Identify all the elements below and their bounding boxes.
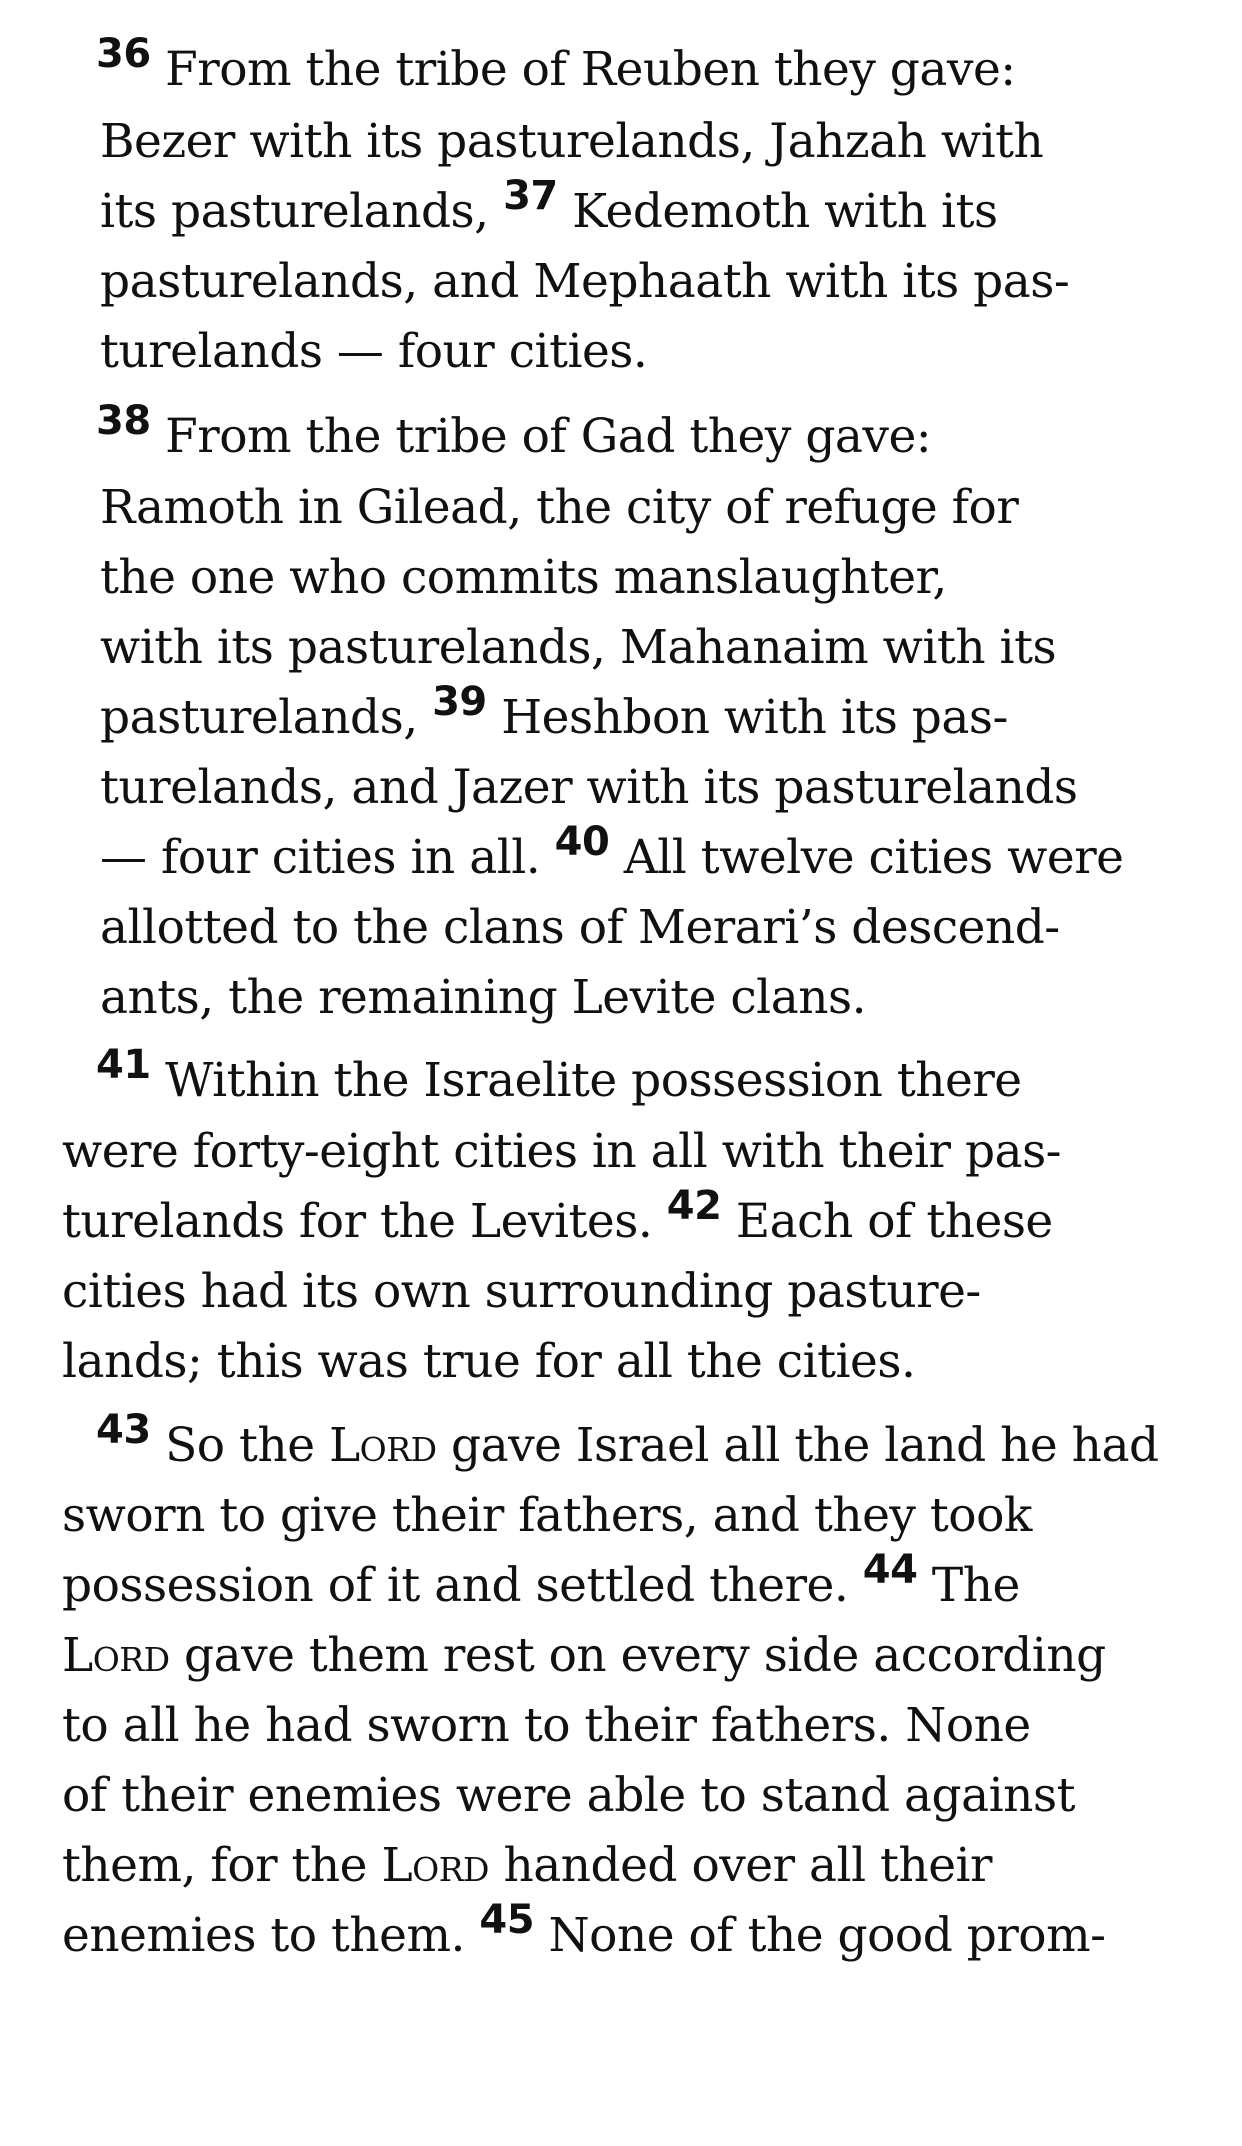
text-line <box>62 1897 1106 1968</box>
verse-text: Kedemoth with its <box>557 184 998 239</box>
verse-text: handed over all their <box>489 1838 993 1893</box>
text-line <box>100 252 1069 312</box>
verse-text: allotted to the clans of Merari’s descend- <box>100 900 1060 955</box>
verse-number: 44 <box>862 1547 918 1593</box>
text-line <box>62 1332 915 1392</box>
verse-text: to all he had sworn to their fathers. None <box>62 1698 1031 1753</box>
text-line <box>100 548 947 608</box>
verse-text: cities had its own surrounding pasture- <box>62 1264 981 1319</box>
text-line <box>100 898 1060 958</box>
text-line <box>62 1122 1061 1182</box>
verse-text: All twelve cities were <box>609 830 1124 885</box>
verse-number: 36 <box>96 31 151 77</box>
verse-text: None of the good prom- <box>534 1908 1106 1963</box>
verse-number: 43 <box>96 1407 151 1453</box>
verse-text: — four cities in all. <box>100 830 555 885</box>
verse-number: 40 <box>554 819 610 865</box>
verse-text: of their enemies were able to stand against <box>62 1768 1075 1823</box>
text-line <box>96 1407 1159 1478</box>
text-line <box>62 1547 1020 1618</box>
verse-text: turelands — four cities. <box>100 324 648 379</box>
text-line <box>96 31 1016 102</box>
text-line <box>62 1766 1075 1826</box>
text-line <box>62 1262 981 1322</box>
verse-text: the one who commits manslaughter, <box>100 550 947 605</box>
text-line <box>100 478 1018 538</box>
verse-text: From the tribe of Reuben they gave: <box>150 42 1016 97</box>
verse-text: From the tribe of Gad they gave: <box>150 409 932 464</box>
verse-text: gave them rest on every side according <box>169 1628 1106 1683</box>
verse-text: lands; this was true for all the cities. <box>62 1334 916 1389</box>
text-line <box>100 968 866 1028</box>
verse-text: So the <box>150 1418 329 1473</box>
verse-text: Each of these <box>721 1194 1053 1249</box>
verse-number: 37 <box>503 173 558 219</box>
verse-text: Ramoth in Gilead, the city of refuge for <box>100 480 1019 535</box>
verse-text: possession of it and settled there. <box>62 1558 863 1613</box>
text-line <box>100 173 998 244</box>
text-line <box>100 819 1124 890</box>
divine-name: Lord <box>62 1628 170 1683</box>
text-line <box>62 1486 1032 1546</box>
text-line <box>100 618 1056 678</box>
verse-text: Within the Israelite possession there <box>150 1053 1022 1108</box>
text-line <box>62 1626 1106 1686</box>
verse-text: were forty-eight cities in all with their pas- <box>62 1124 1062 1179</box>
text-line <box>62 1836 992 1896</box>
text-line <box>100 112 1043 172</box>
verse-text: enemies to them. <box>62 1908 480 1963</box>
verse-text: gave Israel all the land he had <box>436 1418 1159 1473</box>
verse-text: Bezer with its pasturelands, Jahzah with <box>100 114 1044 169</box>
verse-text: turelands for the Levites. <box>62 1194 667 1249</box>
verse-number: 39 <box>432 679 487 725</box>
text-line <box>100 679 1008 750</box>
verse-text: with its pasturelands, Mahanaim with its <box>100 620 1057 675</box>
text-line <box>100 758 1078 818</box>
verse-number: 41 <box>96 1042 151 1088</box>
verse-text: ants, the remaining Levite clans. <box>100 970 867 1025</box>
verse-text: The <box>917 1558 1020 1613</box>
text-line <box>62 1696 1031 1756</box>
text-line <box>96 1042 1022 1113</box>
verse-number: 45 <box>479 1897 535 1943</box>
verse-number: 38 <box>96 398 151 444</box>
text-line <box>100 322 647 382</box>
verse-text: sworn to give their fathers, and they took <box>62 1488 1032 1543</box>
verse-text: Heshbon with its pas- <box>486 690 1008 745</box>
verse-text: them, for the <box>62 1838 382 1893</box>
verse-text: pasturelands, and Mephaath with its pas- <box>100 254 1070 309</box>
text-line <box>62 1183 1053 1254</box>
verse-text: turelands, and Jazer with its pasturelands <box>100 760 1078 815</box>
divine-name: Lord <box>328 1418 437 1473</box>
text-line <box>96 398 932 469</box>
verse-number: 42 <box>666 1183 722 1229</box>
verse-text: pasturelands, <box>100 690 433 745</box>
verse-text: its pasturelands, <box>100 184 504 239</box>
divine-name: Lord <box>381 1838 490 1893</box>
